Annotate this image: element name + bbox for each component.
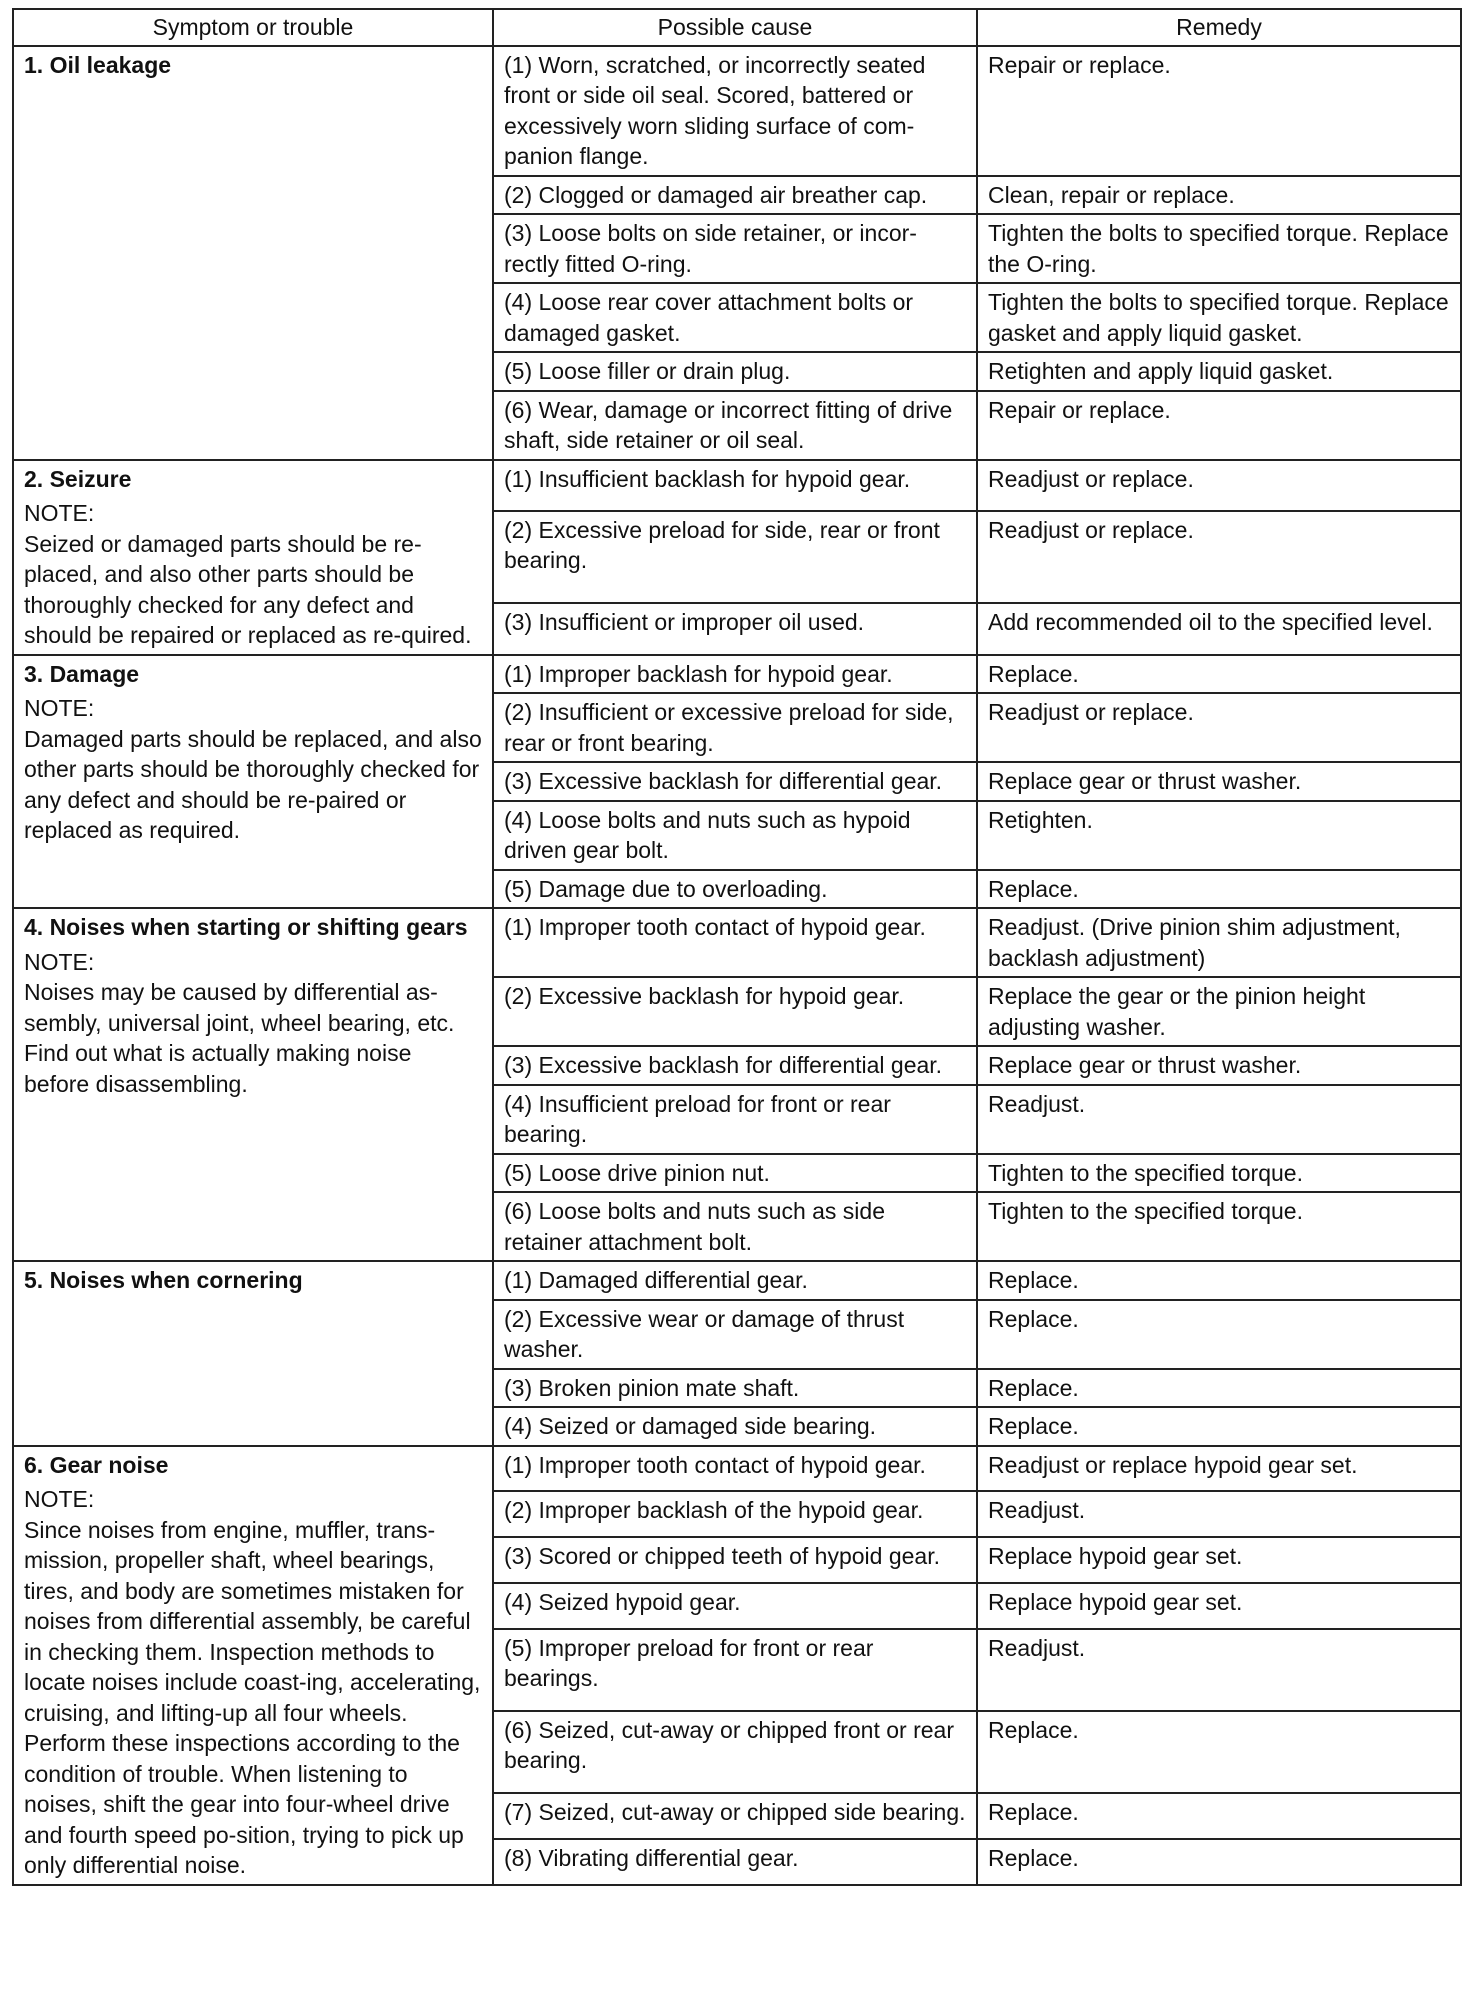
symptom-cell	[13, 655, 493, 909]
table-row	[13, 1261, 1461, 1300]
cause-cell: (4) Seized hypoid gear.	[493, 1583, 977, 1629]
cause-cell: (1) Insufficient backlash for hypoid gear.	[493, 460, 977, 511]
cause-cell: (5) Loose filler or drain plug.	[493, 352, 977, 391]
header-remedy: Remedy	[977, 9, 1461, 46]
remedy-cell: Readjust or replace.	[977, 693, 1461, 762]
remedy-cell: Replace the gear or the pinion height adjusting washer.	[977, 977, 1461, 1046]
remedy-cell: Add recommended oil to the specified level.	[977, 603, 1461, 654]
troubleshooting-table	[12, 8, 1462, 1886]
table-row	[13, 908, 1461, 977]
symptom-cell	[13, 1446, 493, 1885]
symptom-title: 3. Damage	[24, 660, 140, 687]
cause-cell: (4) Loose rear cover attachment bolts or damaged gasket.	[493, 283, 977, 352]
remedy-cell: Replace gear or thrust washer.	[977, 762, 1461, 801]
symptom-cell	[13, 460, 493, 655]
cause-cell: (1) Worn, scratched, or incorrectly seated front or side oil seal. Scored, battered or excessively worn sliding surface of com-panion flange.	[493, 46, 977, 176]
remedy-cell: Replace.	[977, 1261, 1461, 1300]
cause-cell: (3) Broken pinion mate shaft.	[493, 1369, 977, 1408]
cause-cell: (2) Insufficient or excessive preload for side, rear or front bearing.	[493, 693, 977, 762]
table-row	[13, 655, 1461, 694]
remedy-cell: Replace hypoid gear set.	[977, 1537, 1461, 1583]
remedy-cell: Readjust or replace hypoid gear set.	[977, 1446, 1461, 1492]
cause-cell: (7) Seized, cut-away or chipped side bearing.	[493, 1793, 977, 1839]
table-row	[13, 1446, 1461, 1492]
symptom-title: 5. Noises when cornering	[24, 1267, 303, 1293]
remedy-cell: Clean, repair or replace.	[977, 176, 1461, 215]
cause-cell: (1) Improper backlash for hypoid gear.	[493, 655, 977, 694]
cause-cell: (6) Seized, cut-away or chipped front or rear bearing.	[493, 1711, 977, 1793]
table-header-row	[13, 9, 1461, 46]
remedy-cell: Replace.	[977, 870, 1461, 909]
remedy-cell: Replace gear or thrust washer.	[977, 1046, 1461, 1085]
symptom-title: 2. Seizure	[24, 465, 132, 492]
symptom-title: 6. Gear noise	[24, 1451, 169, 1478]
cause-cell: (8) Vibrating differential gear.	[493, 1839, 977, 1885]
cause-cell: (2) Improper backlash of the hypoid gear.	[493, 1491, 977, 1537]
remedy-cell: Tighten the bolts to specified torque. Replace gasket and apply liquid gasket.	[977, 283, 1461, 352]
remedy-cell: Replace.	[977, 1711, 1461, 1793]
cause-cell: (6) Wear, damage or incorrect fitting of drive shaft, side retainer or oil seal.	[493, 391, 977, 460]
remedy-cell: Replace.	[977, 1300, 1461, 1369]
remedy-cell: Replace.	[977, 655, 1461, 694]
cause-cell: (5) Improper preload for front or rear bearings.	[493, 1629, 977, 1711]
cause-cell: (4) Loose bolts and nuts such as hypoid driven gear bolt.	[493, 801, 977, 870]
cause-cell: (4) Insufficient preload for front or rear bearing.	[493, 1085, 977, 1154]
cause-cell: (1) Improper tooth contact of hypoid gear.	[493, 908, 977, 977]
remedy-cell: Replace.	[977, 1407, 1461, 1446]
cause-cell: (3) Excessive backlash for differential gear.	[493, 1046, 977, 1085]
cause-cell: (1) Improper tooth contact of hypoid gear.	[493, 1446, 977, 1492]
symptom-cell	[13, 46, 493, 460]
remedy-cell: Tighten to the specified torque.	[977, 1154, 1461, 1193]
note-label: NOTE:	[24, 948, 95, 975]
note-label: NOTE:	[24, 1486, 95, 1512]
remedy-cell: Readjust.	[977, 1629, 1461, 1711]
note-label: NOTE:	[24, 695, 95, 721]
remedy-cell: Repair or replace.	[977, 391, 1461, 460]
note-text: Seized or damaged parts should be re-placed, and also other parts should be thoroughly checked for any defect and should be repaired or replaced as re-quired.	[24, 530, 472, 648]
cause-cell: (6) Loose bolts and nuts such as side retainer attachment bolt.	[493, 1192, 977, 1261]
troubleshooting-document	[12, 8, 1460, 1886]
remedy-cell: Readjust.	[977, 1085, 1461, 1154]
remedy-cell: Retighten.	[977, 801, 1461, 870]
remedy-cell: Replace.	[977, 1839, 1461, 1885]
cause-cell: (5) Loose drive pinion nut.	[493, 1154, 977, 1193]
remedy-cell: Replace.	[977, 1793, 1461, 1839]
note-text: Since noises from engine, muffler, trans-mission, propeller shaft, wheel bearings, tires, and body are sometimes mistaken for noises from differential assembly, be careful in checking them. Inspection methods to locate noises include coast-ing, accelerating, cruising, and lifting-up all four wheels. Perform these inspections according to the condition of trouble. When listening to noises, shift the gear into four-wheel drive and fourth speed po-sition, trying to pick up only differential noise.	[24, 1516, 481, 1878]
note-label: NOTE:	[24, 500, 95, 526]
symptom-title: 1. Oil leakage	[24, 51, 172, 78]
note-text: Damaged parts should be replaced, and also other parts should be thoroughly checked for any defect and should be re-paired or replaced as required.	[24, 725, 482, 843]
cause-cell: (1) Damaged differential gear.	[493, 1261, 977, 1300]
header-cause: Possible cause	[493, 9, 977, 46]
note-text: Noises may be caused by differential as-sembly, universal joint, wheel bearing, etc. Find out what is actually making noise before disassembling.	[24, 979, 455, 1097]
cause-cell: (2) Excessive wear or damage of thrust washer.	[493, 1300, 977, 1369]
remedy-cell: Readjust or replace.	[977, 460, 1461, 511]
cause-cell: (3) Excessive backlash for differential gear.	[493, 762, 977, 801]
cause-cell: (3) Insufficient or improper oil used.	[493, 603, 977, 654]
cause-cell: (2) Clogged or damaged air breather cap.	[493, 176, 977, 215]
table-body	[13, 46, 1461, 1885]
table-row	[13, 460, 1461, 511]
remedy-cell: Readjust. (Drive pinion shim adjustment, backlash adjustment)	[977, 908, 1461, 977]
cause-cell: (2) Excessive backlash for hypoid gear.	[493, 977, 977, 1046]
symptom-cell	[13, 908, 493, 1261]
cause-cell: (3) Scored or chipped teeth of hypoid gear.	[493, 1537, 977, 1583]
cause-cell: (5) Damage due to overloading.	[493, 870, 977, 909]
remedy-cell: Replace hypoid gear set.	[977, 1583, 1461, 1629]
table-row	[13, 46, 1461, 176]
remedy-cell: Replace.	[977, 1369, 1461, 1408]
remedy-cell: Tighten to the specified torque.	[977, 1192, 1461, 1261]
remedy-cell: Readjust or replace.	[977, 511, 1461, 603]
header-symptom: Symptom or trouble	[13, 9, 493, 46]
symptom-title: 4. Noises when starting or shifting gears	[24, 914, 468, 940]
remedy-cell: Repair or replace.	[977, 46, 1461, 176]
remedy-cell: Retighten and apply liquid gasket.	[977, 352, 1461, 391]
remedy-cell: Readjust.	[977, 1491, 1461, 1537]
cause-cell: (3) Loose bolts on side retainer, or incor-rectly fitted O-ring.	[493, 214, 977, 283]
remedy-cell: Tighten the bolts to specified torque. Replace the O-ring.	[977, 214, 1461, 283]
symptom-cell	[13, 1261, 493, 1446]
cause-cell: (2) Excessive preload for side, rear or front bearing.	[493, 511, 977, 603]
cause-cell: (4) Seized or damaged side bearing.	[493, 1407, 977, 1446]
